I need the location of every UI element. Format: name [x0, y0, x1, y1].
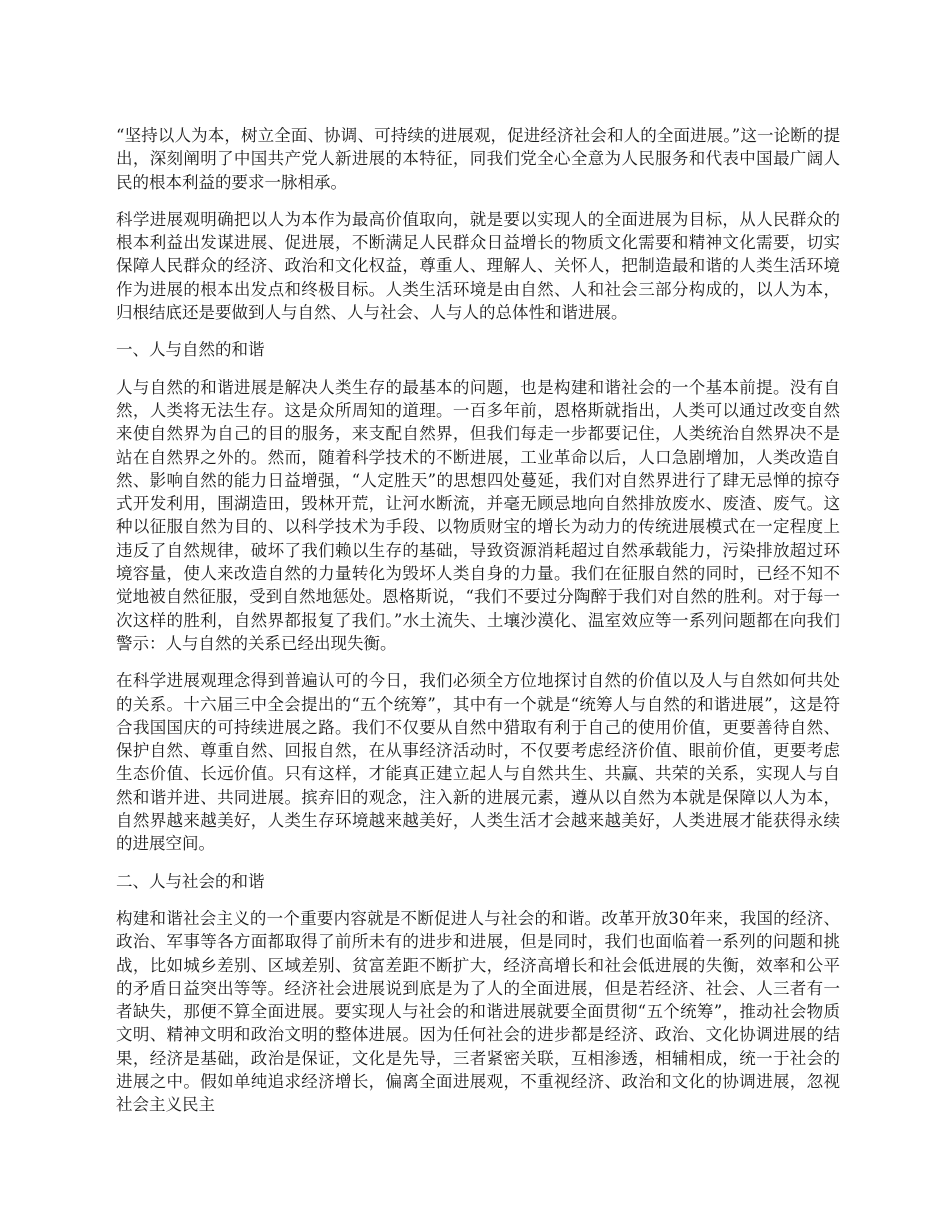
document-page — [116, 124, 840, 1131]
nature-paragraph-2: 在科学进展观理念得到普遍认可的今日，我们必须全方位地探讨自然的价值以及人与自然如何共处的关系。十六届三中全会提出的“五个统筹”，其中有一个就是“统筹人与自然的和谐进展”，这是符合我国国庆的可持续进展之路。我们不仅要从自然中猎取有利于自己的使用价值，更要善待自然、保护自然、尊重自然、回报自然，在从事经济活动时，不仅要考虑经济价值、眼前价值，更要考虑生态价值、长远价值。只有这样，才能真正建立起人与自然共生、共赢、共荣的关系，实现人与自然和谐并进、共同进展。摈弃旧的观念，注入新的进展元素，遵从以自然为本就是保障以人为本，自然界越来越美好，人类生存环境越来越美好，人类生活才会越来越美好，人类进展才能获得永续的进展空间。 — [116, 671, 840, 854]
people-oriented-paragraph: 科学进展观明确把以人为本作为最高价值取向，就是要以实现人的全面进展为目标，从人民群众的根本利益出发谋进展、促进展，不断满足人民群众日益增长的物质文化需要和精神文化需要，切实保障人民群众的经济、政治和文化权益，尊重人、理解人、关怀人，把制造最和谐的人类生活环境作为进展的根本出发点和终极目标。人类生活环境是由自然、人和社会三部分构成的，以人为本，归根结底还是要做到人与自然、人与社会、人与人的总体性和谐进展。 — [116, 209, 840, 323]
society-paragraph-1: 构建和谐社会主义的一个重要内容就是不断促进人与社会的和谐。改革开放30年来，我国的经济、政治、军事等各方面都取得了前所未有的进步和进展，但是同时，我们也面临着一系列的问题和挑战，比如城乡差别、区域差别、贫富差距不断扩大，经济高增长和社会低进展的失衡，效率和公平的矛盾日益突出等等。经济社会进展说到底是为了人的全面进展，但是若经济、社会、人三者有一者缺失，那便不算全面进展。要实现人与社会的和谐进展就要全面贯彻“五个统筹”，推动社会物质文明、精神文明和政治文明的整体进展。因为任何社会的进步都是经济、政治、文化协调进展的结果，经济是基础，政治是保证，文化是先导，三者紧密关联，互相渗透，相辅相成，统一于社会的进展之中。假如单纯追求经济增长，偏离全面进展观，不重视经济、政治和文化的协调进展，忽视社会主义民主 — [116, 908, 840, 1115]
section-heading-nature: 一、人与自然的和谐 — [116, 340, 265, 360]
intro-paragraph: “坚持以人为本，树立全面、协调、可持续的进展观，促进经济社会和人的全面进展。”这一论断的提出，深刻阐明了中国共产党人新进展的本特征，同我们党全心全意为人民服务和代表中国最广阔人民的根本利益的要求一脉相承。 — [116, 126, 840, 192]
section-heading-society: 二、人与社会的和谐 — [116, 871, 265, 891]
nature-paragraph-1: 人与自然的和谐进展是解决人类生存的最基本的问题，也是构建和谐社会的一个基本前提。没有自然，人类将无法生存。这是众所周知的道理。一百多年前，恩格斯就指出，人类可以通过改变自然来使自然界为自己的目的服务，来支配自然界，但我们每走一步都要记住，人类统治自然界决不是站在自然界之外的。然而，随着科学技术的不断进展，工业革命以后，人口急剧增加，人类改造自然、影响自然的能力日益增强，“人定胜天”的思想四处蔓延，我们对自然界进行了肆无忌惮的掠夺式开发利用，围湖造田，毁林开荒，让河水断流，并毫无顾忌地向自然排放废水、废渣、废气。这种以征服自然为目的、以科学技术为手段、以物质财宝的增长为动力的传统进展模式在一定程度上违反了自然规律，破坏了我们赖以生存的基础，导致资源消耗超过自然承载能力，污染排放超过环境容量，使人来改造自然的力量转化为毁坏人类自身的力量。我们在征服自然的同时，已经不知不觉地被自然征服，受到自然地惩处。恩格斯说，“我们不要过分陶醉于我们对自然的胜利。对于每一次这样的胜利，自然界都报复了我们。”水土流失、土壤沙漠化、温室效应等一系列问题都在向我们警示：人与自然的关系已经出现失衡。 — [116, 377, 840, 653]
